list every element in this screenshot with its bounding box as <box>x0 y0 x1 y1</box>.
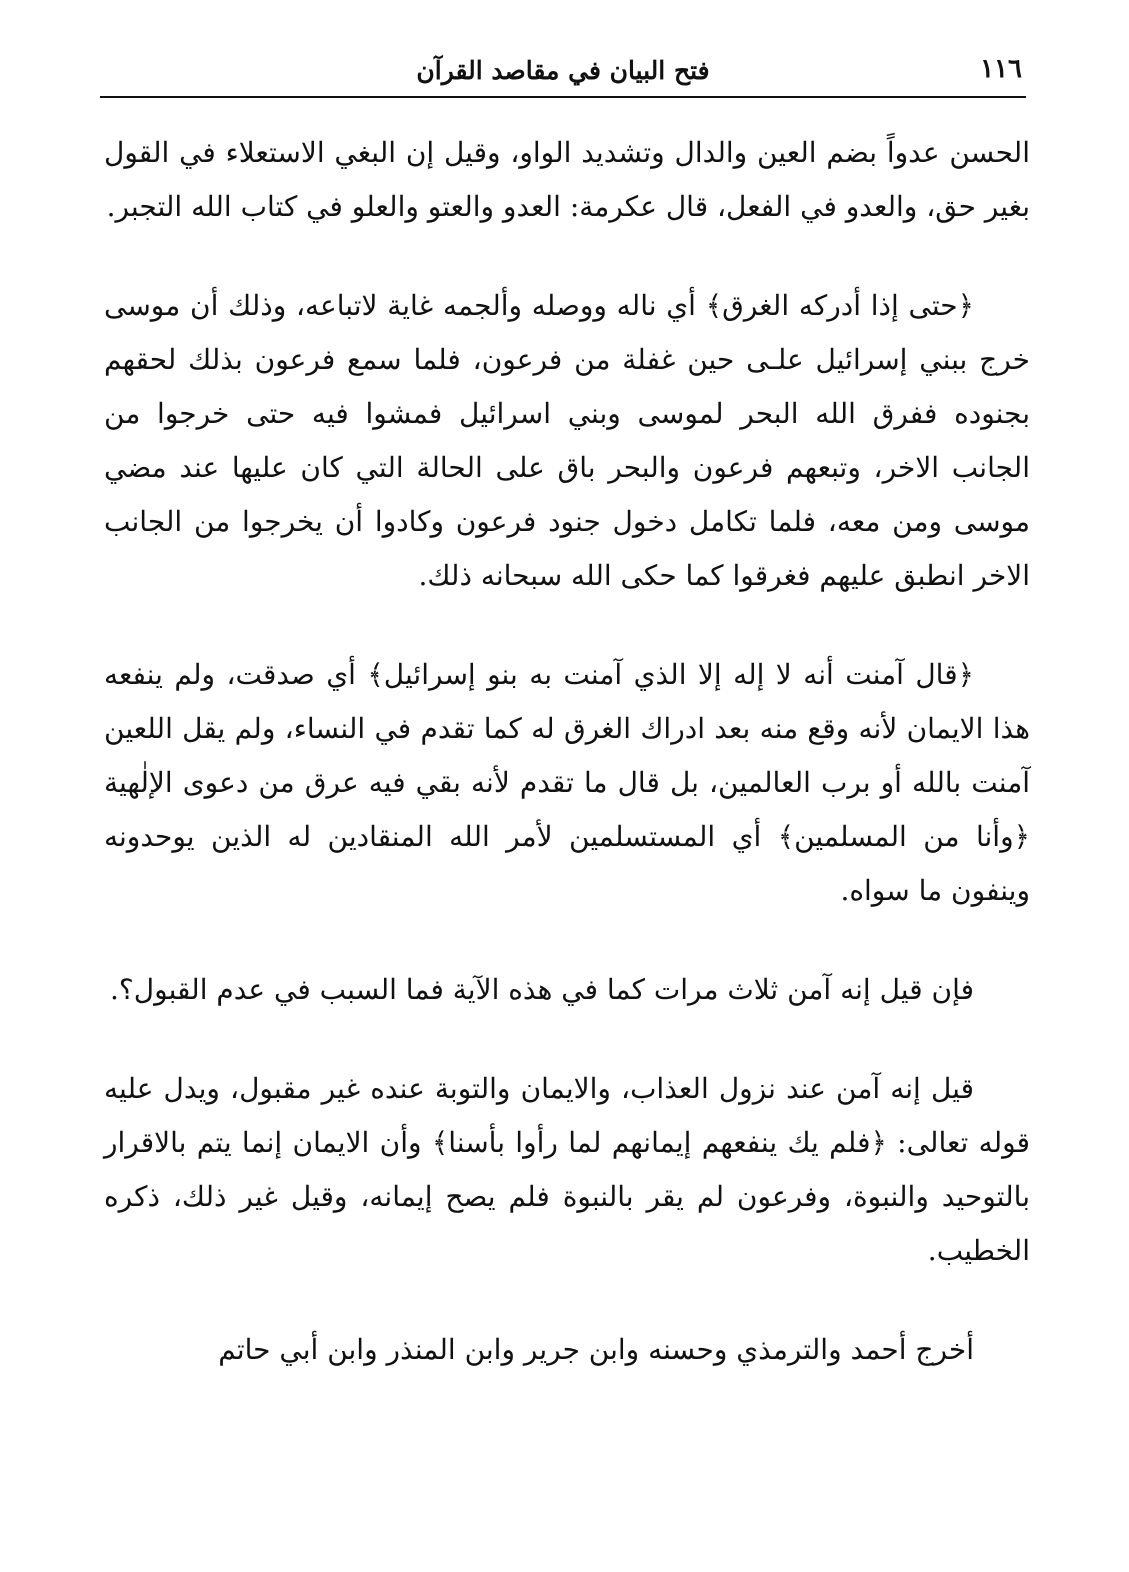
body-text <box>104 126 1030 1422</box>
paragraph-continuation: الحسن عدواً بضم العين والدال وتشديد الواو، وقيل إن البغي الاستعلاء في القول بغير حق، والعدو في الفعل، قال عكرمة: العدو والعتو والعلو في كتاب الله التجبر. <box>104 136 1030 223</box>
paragraph-question: فإن قيل إنه آمن ثلاث مرات كما في هذه الآية فما السبب في عدم القبول؟. <box>110 973 974 1006</box>
paragraph-verse-belief: ﴿قال آمنت أنه لا إله إلا الذي آمنت به بنو إسرائيل﴾ أي صدقت، ولم ينفعه هذا الايمان لأنه وقع منه بعد ادراك الغرق له كما تقدم في النساء، ولم يقل اللعين آمنت بالله أو برب العالمين، بل قال ما تقدم لأنه بقي فيه عرق من دعوى الإلٰهية ﴿وأنا من المسلمين﴾ أي المستسلمين لأمر الله المنقادين له الذين يوحدونه وينفون ما سواه. <box>104 658 1030 907</box>
paragraph-hadith-sources: أخرج أحمد والترمذي وحسنه وابن جرير وابن المنذر وابن أبي حاتم <box>218 1333 974 1366</box>
book-title: فتح البيان في مقاصد القرآن <box>416 56 710 85</box>
page-number: ١١٦ <box>980 54 1022 84</box>
running-header <box>100 50 1026 98</box>
paragraph-verse-drowning: ﴿حتى إذا أدركه الغرق﴾ أي ناله ووصله وألجمه غاية لاتباعه، وذلك أن موسى خرج ببني إسرائيل علـى حين غفلة من فرعون، فلما سمع فرعون بذلك لحقهم بجنوده ففرق الله البحر لموسى وبني اسرائيل فمشوا فيه حتى خرجوا من الجانب الاخر، وتبعهم فرعون والبحر باق على الحالة التي كان عليها عند مضي موسى ومن معه، فلما تكامل دخول جنود فرعون وكادوا أن يخرجوا من الجانب الاخر انطبق عليهم فغرقوا كما حكى الله سبحانه ذلك. <box>104 289 1031 592</box>
paragraph-answer: قيل إنه آمن عند نزول العذاب، والايمان والتوبة عنده غير مقبول، ويدل عليه قوله تعالى: ﴿فلم يك ينفعهم إيمانهم لما رأوا بأسنا﴾ وأن الايمان إنما يتم بالاقرار بالتوحيد والنبوة، وفرعون لم يقر بالنبوة فلم يصح إيمانه، وقيل غير ذلك، ذكره الخطيب. <box>104 1072 1031 1267</box>
